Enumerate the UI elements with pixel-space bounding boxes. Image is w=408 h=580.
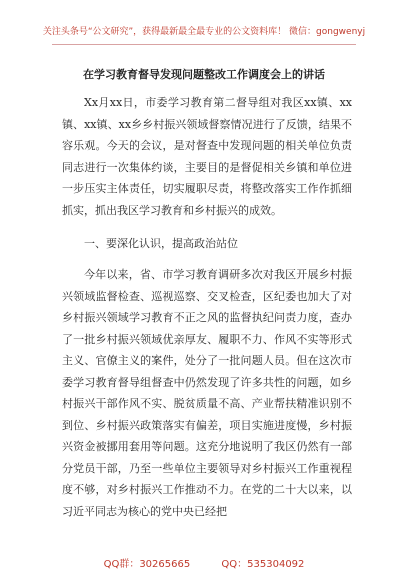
document-title: 在学习教育督导发现问题整改工作调度会上的讲话 [83,68,325,81]
footer [0,555,408,570]
footer-qq-group: QQ群：30265665 [103,559,191,570]
header-note: 关注头条号“公文研究”，获得最新最全最专业的公文资料库！ 微信：gongwenyj [42,27,366,37]
section-heading: 一、要深化认识，提高政治站位 [84,237,238,250]
header-divider [52,44,356,45]
footer-qq: QQ：535304092 [221,559,305,570]
paragraph-2: 今年以来，省、市学习教育调研多次对我区开展乡村振兴领域监督检查、巡视巡察、交叉检查，区纪委也加大了对乡村振兴领域学习教育不正之风的监督执纪问责力度，查办了一批乡村振兴领域优亲厚友、履职不力、作风不实等形式主义、官僚主义的案件，处分了一批问题人员。但在这次市委学习教育督导组督查中仍然发现了许多共性的问题，如乡村振兴干部作风不实、脱贫质量不高、产业帮扶精准识别不到位、乡村振兴政策落实有偏差，项目实施进度慢，乡村振兴资金被挪用套用等问题。这充分地说明了我区仍然有一部分党员干部，乃至一些单位主要领导对乡村振兴工作重视程度不够，对乡村振兴工作推动不力。在党的二十大以来，以习近平同志为核心的党中央已经把 [62,268,352,518]
paragraph-1: Xx月xx日，市委学习教育第二督导组对我区xx镇、xx镇、xx镇、xx乡乡村振兴领域督察情况进行了反馈，结果不容乐观。今天的会议，是对督查中发现问题的相关单位负责同志进行一次集体约谈，主要目的是督促相关乡镇和单位进一步压实主体责任，切实履职尽责，将整改落实工作作抓细抓实，抓出我区学习教育和乡村振兴的成效。 [62,96,352,217]
